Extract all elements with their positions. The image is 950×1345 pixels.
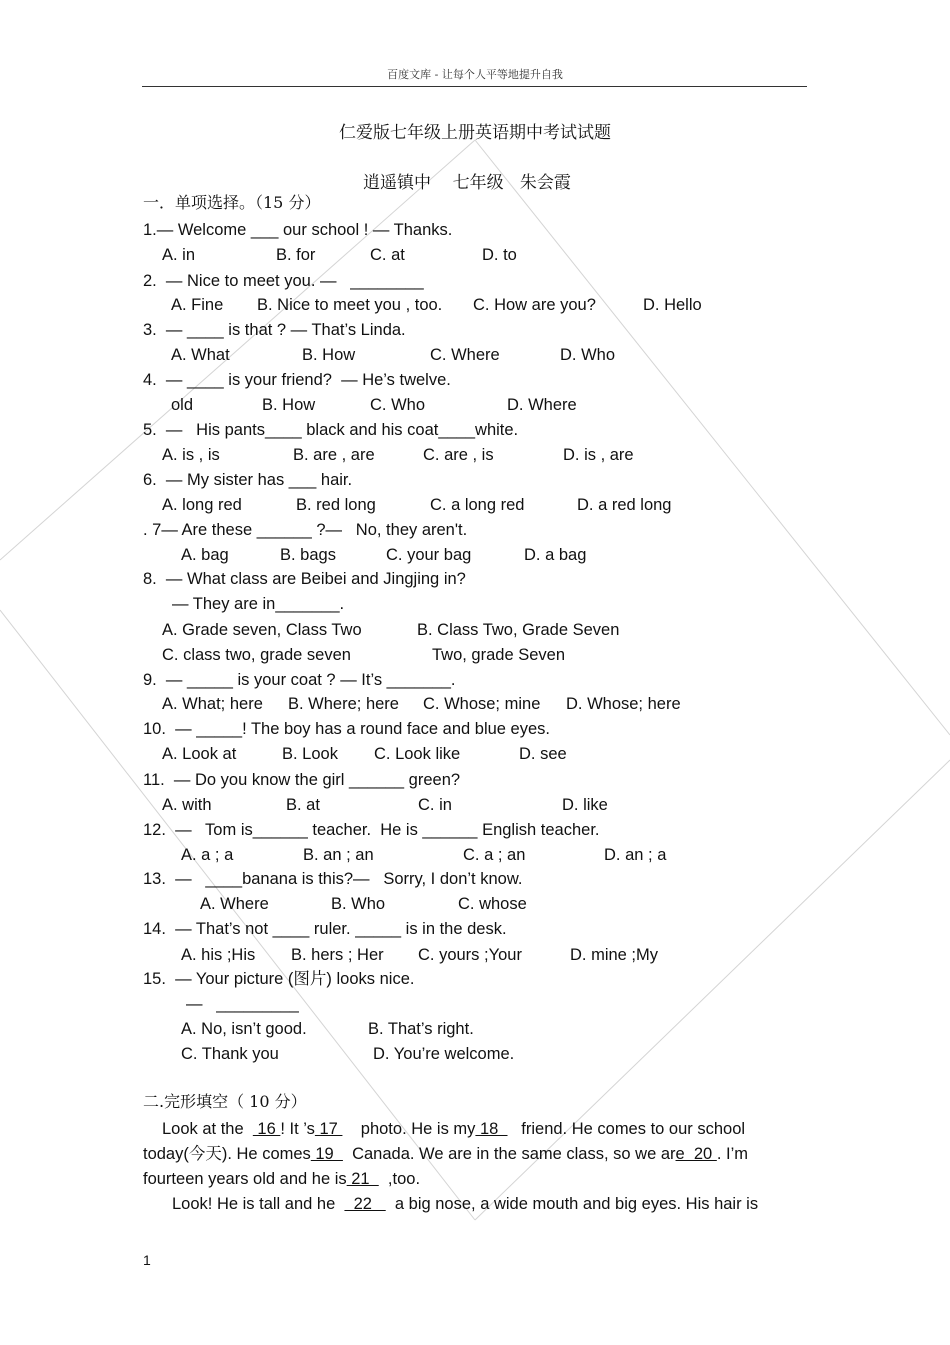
- answer-option: B. Who: [331, 895, 386, 913]
- answer-option: C. a long red: [430, 496, 525, 514]
- question-stem: . 7— Are these ______ ?— No, they aren't.: [143, 521, 468, 539]
- passage-text: ,too.: [378, 1170, 421, 1188]
- answer-option: A. in: [162, 246, 196, 264]
- answer-option: D. Hello: [643, 296, 702, 314]
- answer-option: A. Where: [200, 895, 269, 913]
- answer-option: A. his ;His: [181, 946, 256, 964]
- answer-option: D. mine ;My: [570, 946, 659, 964]
- passage-text: ! It ’s: [280, 1120, 315, 1138]
- page-header: 百度文库 - 让每个人平等地提升自我: [387, 68, 563, 81]
- answer-option: C. Thank you: [181, 1045, 279, 1063]
- passage-text: friend. He comes to our school: [507, 1120, 746, 1138]
- answer-option: D. Who: [560, 346, 616, 364]
- answer-option: C. yours ;Your: [418, 946, 522, 964]
- passage-text: Canada. We are in the same class, so we ar: [342, 1145, 676, 1163]
- answer-option: C. Who: [370, 396, 426, 414]
- answer-option: B. bags: [280, 546, 336, 564]
- answer-option: B. How: [302, 346, 356, 364]
- answer-option: old: [171, 396, 194, 414]
- question-stem: 6. — My sister has ___ hair.: [143, 471, 353, 489]
- answer-option: B. for: [276, 246, 316, 264]
- answer-option: C. Look like: [374, 745, 461, 763]
- question-stem: 10. — _____! The boy has a round face and blue eyes.: [143, 720, 550, 738]
- blank-18: 18: [475, 1120, 508, 1138]
- passage-text: today(今天). He comes: [143, 1145, 311, 1163]
- passage-text: . I’m: [716, 1145, 748, 1163]
- answer-option: B. an ; an: [303, 846, 374, 864]
- question-stem: 5. — His pants____ black and his coat____white.: [143, 421, 519, 439]
- passage-line: [143, 1169, 420, 1189]
- question-stem: 1.— Welcome ___ our school ! — Thanks.: [143, 221, 453, 239]
- answer-option: D. a bag: [524, 546, 587, 564]
- answer-option: C. at: [370, 246, 405, 264]
- passage-line: [172, 1194, 758, 1214]
- answer-option: A. with: [162, 796, 212, 814]
- answer-option: C. Whose; mine: [423, 695, 541, 713]
- answer-option: A. Look at: [162, 745, 237, 763]
- answer-option: D. like: [562, 796, 608, 814]
- passage-text: Look! He is tall and he: [172, 1195, 345, 1213]
- header-divider: [142, 86, 807, 87]
- answer-option: C. a ; an: [463, 846, 526, 864]
- answer-option: C. your bag: [386, 546, 472, 564]
- question-stem: 8. — What class are Beibei and Jingjing in?: [143, 570, 466, 588]
- answer-option: B. hers ; Her: [291, 946, 384, 964]
- passage-text: fourteen years old and he is: [143, 1170, 347, 1188]
- author-line: 逍遥镇中 七年级 朱会霞: [363, 173, 571, 193]
- passage-text: a big nose, a wide mouth and big eyes. His hair is: [385, 1195, 759, 1213]
- question-stem: 4. — ____ is your friend? — He’s twelve.: [143, 371, 451, 389]
- blank-16: 16: [252, 1120, 281, 1138]
- answer-option: D. You’re welcome.: [373, 1045, 515, 1063]
- answer-option: A. No, isn’t good.: [181, 1020, 307, 1038]
- question-stem: 13. — ____banana is this?— Sorry, I don’t know.: [143, 870, 523, 888]
- answer-option: B. are , are: [293, 446, 375, 464]
- answer-option: D. is , are: [563, 446, 634, 464]
- answer-option: C. whose: [458, 895, 527, 913]
- answer-option: B. red long: [296, 496, 376, 514]
- passage-text: photo. He is my: [342, 1120, 476, 1138]
- blank-20: e 20: [675, 1145, 717, 1163]
- answer-option: C. Where: [430, 346, 500, 364]
- answer-option: Two, grade Seven: [432, 646, 565, 664]
- page-number: 1: [143, 1252, 151, 1268]
- answer-option: D. Where: [507, 396, 577, 414]
- blank-21: 21: [346, 1170, 379, 1188]
- answer-option: A. bag: [181, 546, 229, 564]
- passage-line: [162, 1119, 745, 1139]
- document-title: 仁爱版七年级上册英语期中考试试题: [339, 123, 611, 143]
- blank-17: 17: [314, 1120, 343, 1138]
- blank-22: 22: [344, 1195, 386, 1213]
- answer-option: C. class two, grade seven: [162, 646, 351, 664]
- answer-option: B. Class Two, Grade Seven: [417, 621, 620, 639]
- answer-option: A. a ; a: [181, 846, 234, 864]
- answer-option: A. Grade seven, Class Two: [162, 621, 362, 639]
- answer-option: D. see: [519, 745, 567, 763]
- question-stem-continuation: — _________: [186, 995, 299, 1013]
- answer-option: C. How are you?: [473, 296, 596, 314]
- answer-option: A. What; here: [162, 695, 263, 713]
- answer-option: B. How: [262, 396, 316, 414]
- passage-text: Look at the: [162, 1120, 253, 1138]
- answer-option: B. at: [286, 796, 320, 814]
- answer-option: A. What: [171, 346, 230, 364]
- answer-option: C. in: [418, 796, 452, 814]
- question-stem: 15. — Your picture (图片) looks nice.: [143, 970, 415, 988]
- question-stem: 11. — Do you know the girl ______ green?: [143, 771, 461, 789]
- passage-line: [143, 1144, 748, 1164]
- answer-option: A. long red: [162, 496, 242, 514]
- answer-option: C. are , is: [423, 446, 494, 464]
- question-stem: 9. — _____ is your coat ? — It’s _______.: [143, 671, 456, 689]
- answer-option: D. an ; a: [604, 846, 667, 864]
- question-stem: 14. — That’s not ____ ruler. _____ is in the desk.: [143, 920, 507, 938]
- answer-option: A. Fine: [171, 296, 224, 314]
- answer-option: D. Whose; here: [566, 695, 681, 713]
- section-heading: 一．单项选择。（15 分）: [143, 193, 321, 212]
- question-stem: 2. — Nice to meet you. — ________: [143, 272, 424, 290]
- answer-option: D. a red long: [577, 496, 672, 514]
- answer-option: A. is , is: [162, 446, 220, 464]
- question-stem: 12. — Tom is______ teacher. He is ______ English teacher.: [143, 821, 600, 839]
- answer-option: D. to: [482, 246, 517, 264]
- answer-option: B. Where; here: [288, 695, 399, 713]
- section-heading: 二.完形填空（ 10 分）: [143, 1092, 307, 1111]
- question-stem: 3. — ____ is that ? — That’s Linda.: [143, 321, 406, 339]
- answer-option: B. Nice to meet you , too.: [257, 296, 443, 314]
- answer-option: B. Look: [282, 745, 338, 763]
- answer-option: B. That’s right.: [368, 1020, 474, 1038]
- blank-19: 19: [310, 1145, 343, 1163]
- question-stem-continuation: — They are in_______.: [172, 595, 345, 613]
